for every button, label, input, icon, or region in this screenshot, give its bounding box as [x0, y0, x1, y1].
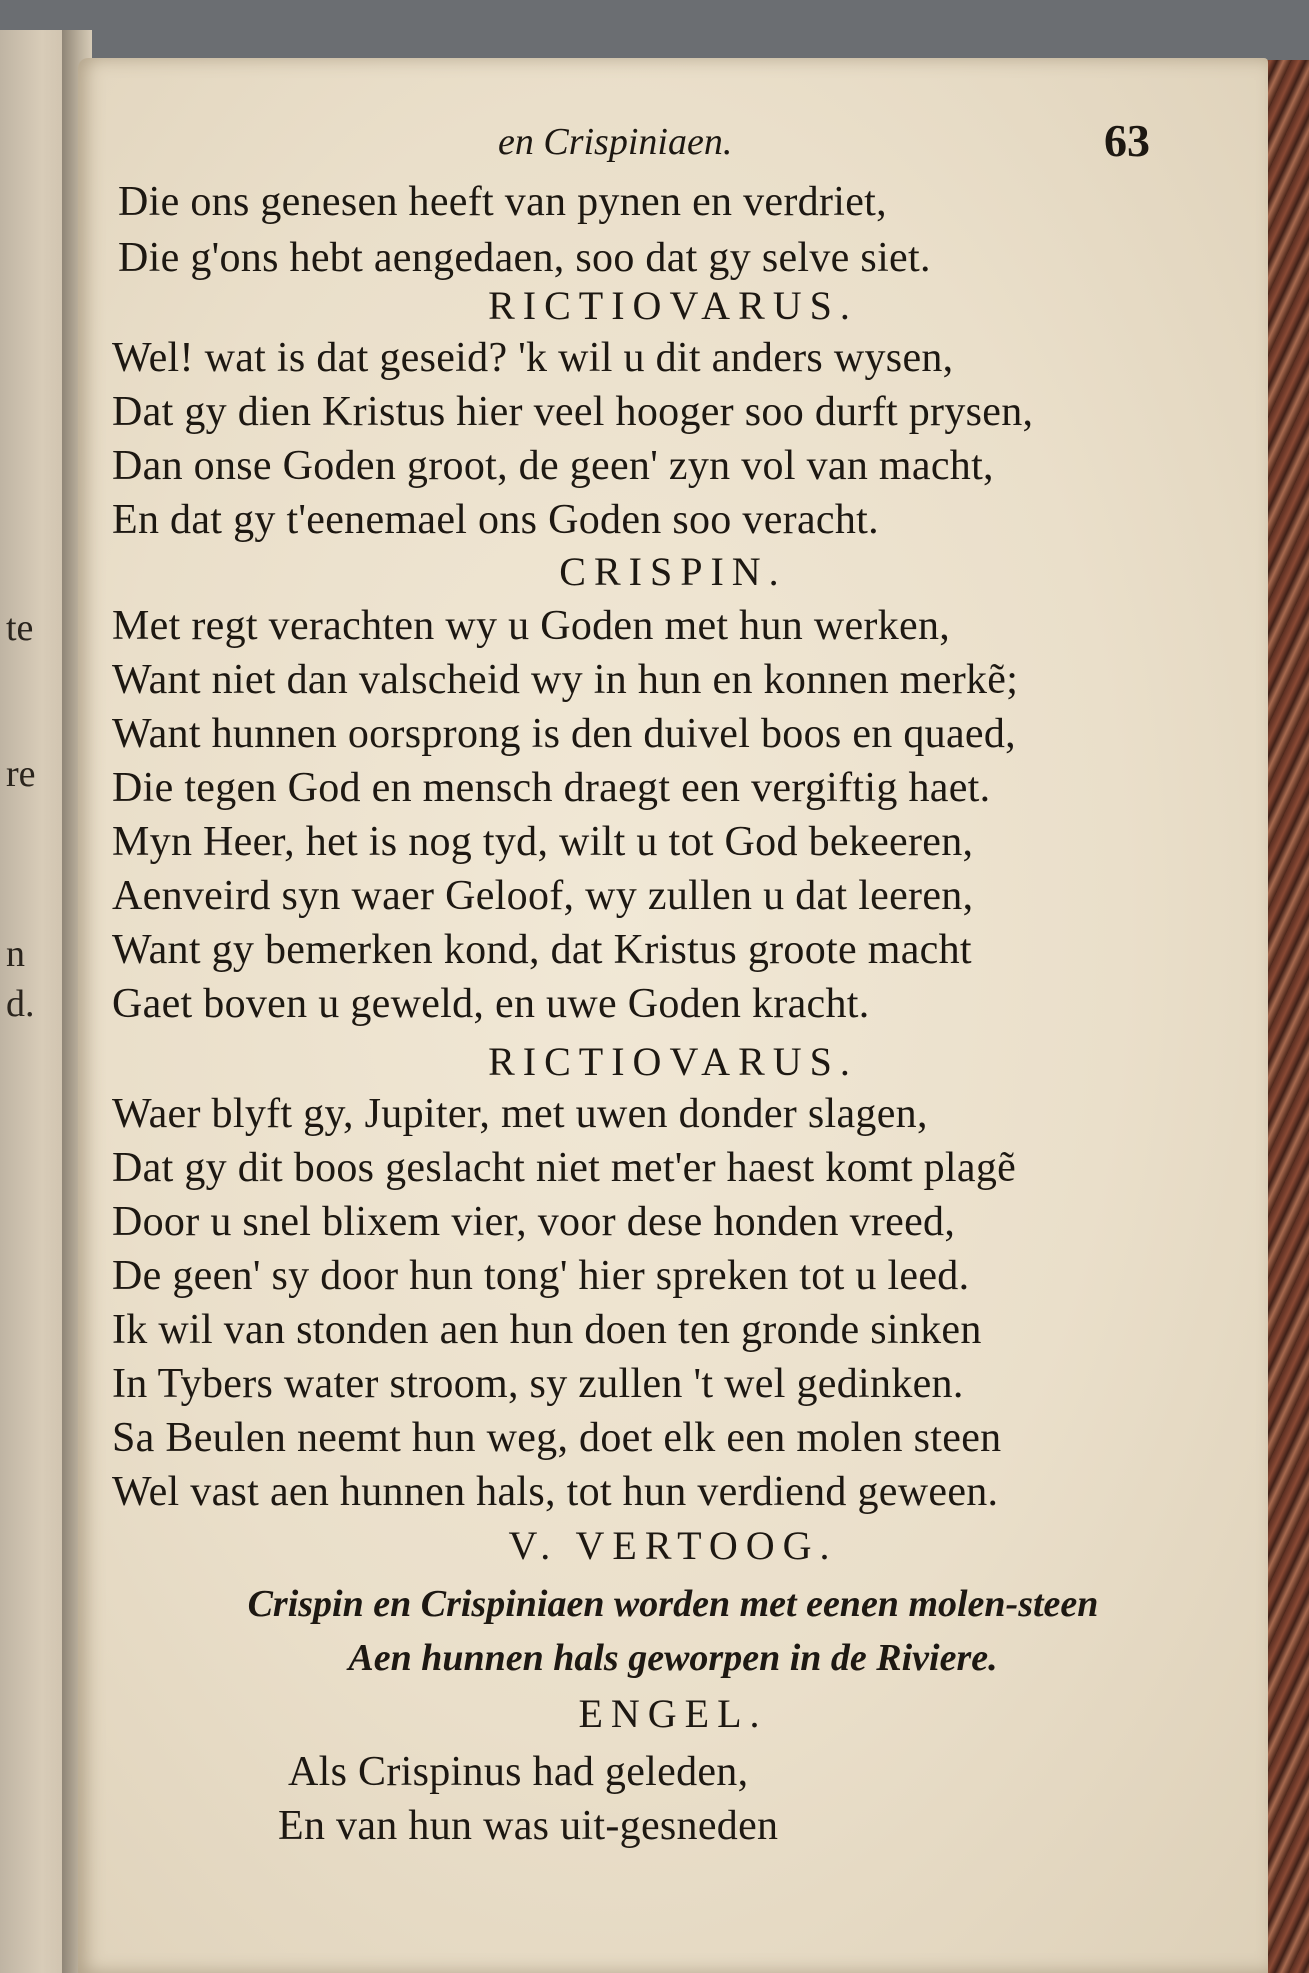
speaker-heading: RICTIOVARUS.	[488, 283, 858, 328]
verse-line: Gaet boven u geweld, en uwe Goden kracht.	[112, 981, 870, 1027]
left-page-fragment: n	[6, 933, 25, 975]
verse-line: Myn Heer, het is nog tyd, wilt u tot God bekeeren,	[112, 819, 974, 865]
verse-line: Want gy bemerken kond, dat Kristus groote macht	[112, 927, 972, 973]
verse-line: Wel! wat is dat geseid? 'k wil u dit anders wysen,	[112, 335, 954, 381]
left-facing-page	[0, 30, 70, 1973]
running-title: en Crispiniaen.	[498, 121, 733, 163]
running-head	[78, 115, 1268, 170]
verse-line: Waer blyft gy, Jupiter, met uwen donder slagen,	[112, 1091, 928, 1137]
verse-line: Die tegen God en mensch draegt een vergiftig haet.	[112, 765, 991, 811]
left-page-fragment: re	[6, 753, 36, 795]
left-page-fragment: te	[6, 607, 34, 649]
verse-line: En van hun was uit-gesneden	[278, 1803, 779, 1849]
verse-line: Sa Beulen neemt hun weg, doet elk een molen steen	[112, 1415, 1002, 1461]
verse-line: Dan onse Goden groot, de geen' zyn vol van macht,	[112, 443, 994, 489]
verse-line: En dat gy t'eenemael ons Goden soo veracht.	[112, 497, 879, 543]
verse-line: Als Crispinus had geleden,	[288, 1749, 749, 1795]
verse-line: Ik wil van stonden aen hun doen ten gronde sinken	[112, 1307, 982, 1353]
left-page-fragment: d.	[6, 983, 35, 1025]
verse-line: Dat gy dien Kristus hier veel hooger soo durft prysen,	[112, 389, 1034, 435]
verse-line: Dat gy dit boos geslacht niet met'er haest komt plagẽ	[112, 1145, 1017, 1191]
speaker-heading: RICTIOVARUS.	[488, 1039, 858, 1084]
stage-direction: Aen hunnen hals geworpen in de Riviere.	[348, 1637, 998, 1679]
section-heading: V. VERTOOG.	[508, 1523, 838, 1568]
verse-line: Die ons genesen heeft van pynen en verdriet,	[118, 179, 887, 225]
speaker-heading: CRISPIN.	[559, 549, 787, 594]
page-text	[78, 58, 1268, 1973]
verse-line: Wel vast aen hunnen hals, tot hun verdiend geween.	[112, 1469, 999, 1515]
verse-line: Die g'ons hebt aengedaen, soo dat gy selve siet.	[118, 235, 931, 281]
speaker-heading: ENGEL.	[578, 1691, 768, 1736]
verse-line: Aenveird syn waer Geloof, wy zullen u dat leeren,	[112, 873, 974, 919]
book-page	[78, 58, 1268, 1973]
marbled-cover-board	[1263, 60, 1309, 1973]
page-number: 63	[1104, 115, 1150, 166]
verse-line: De geen' sy door hun tong' hier spreken tot u leed.	[112, 1253, 970, 1299]
verse-line: Met regt verachten wy u Goden met hun werken,	[112, 603, 951, 649]
stage-direction: Crispin en Crispiniaen worden met eenen molen-steen	[247, 1583, 1099, 1625]
verse-line: Want niet dan valscheid wy in hun en konnen merkẽ;	[112, 657, 1019, 703]
verse-line: Want hunnen oorsprong is den duivel boos en quaed,	[112, 711, 1016, 757]
verse-line: Door u snel blixem vier, voor dese honden vreed,	[112, 1199, 956, 1245]
verse-line: In Tybers water stroom, sy zullen 't wel gedinken.	[112, 1361, 964, 1407]
